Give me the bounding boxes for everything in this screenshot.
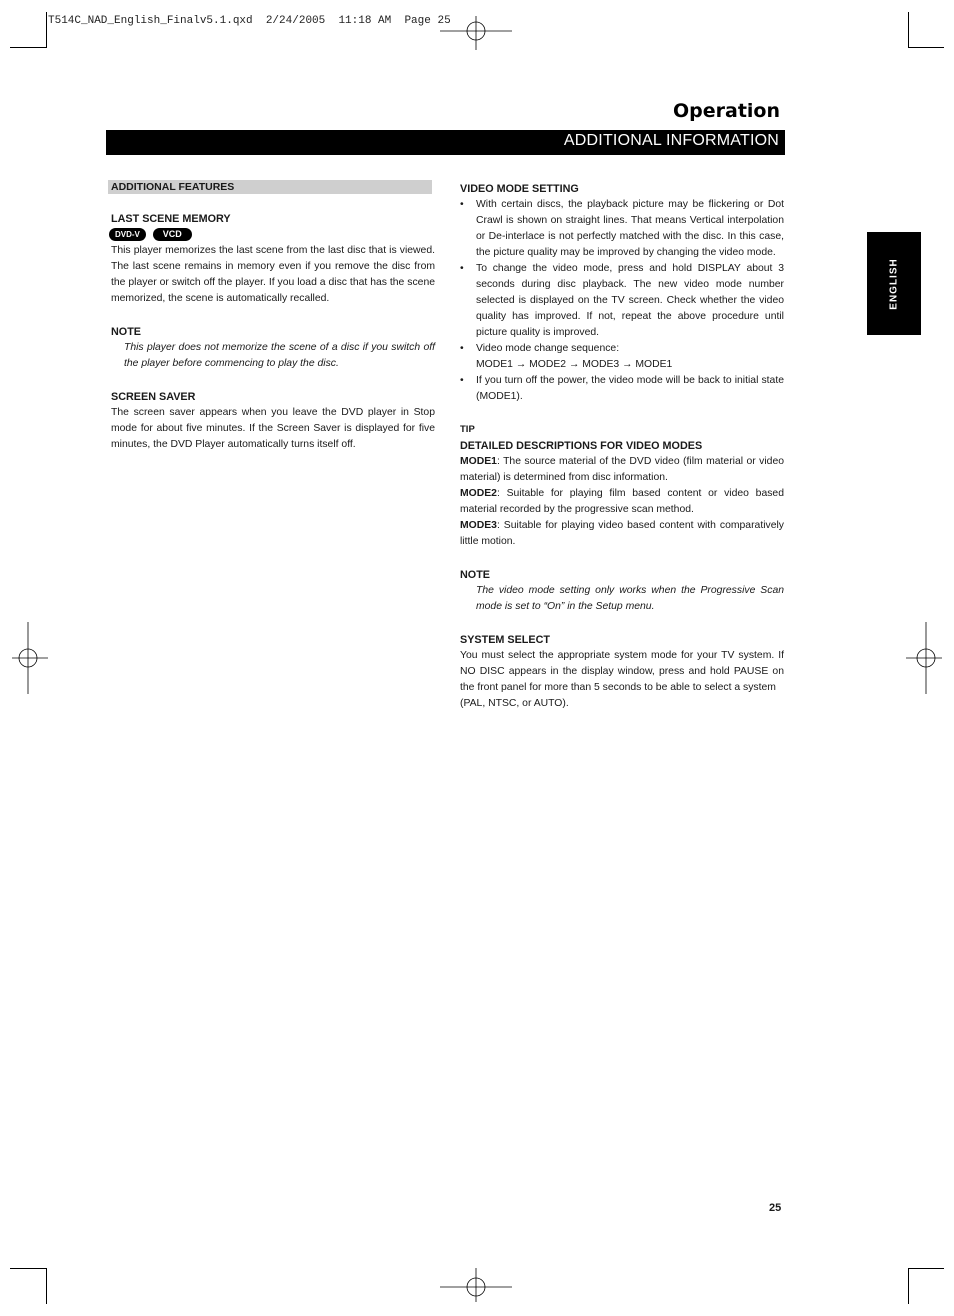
print-slug: T514C_NAD_English_Finalv5.1.qxd 2/24/2005 11:18 AM Page 25 [48, 15, 451, 27]
sequence-label: Video mode change sequence: [476, 343, 620, 354]
mode-text: : Suitable for playing film based content or video based material recorded by the progressive scan method. [460, 488, 784, 515]
banner-title: ADDITIONAL INFORMATION [563, 132, 779, 149]
mode-name: MODE2 [460, 488, 497, 499]
heading-screen-saver: SCREEN SAVER [111, 391, 196, 403]
mode-description [460, 486, 784, 518]
list-item [460, 341, 784, 373]
heading-video-modes-desc: DETAILED DESCRIPTIONS FOR VIDEO MODES [460, 440, 703, 452]
page-number: 25 [769, 1202, 782, 1214]
list-item: • With certain discs, the playback picture may be flickering or Dot Crawl is shown on straight lines. That means Vertical interpolation or De-interlace is not perfectly matched with the disc. In this case, the picture quality may be improved by changing the video mode. [460, 197, 784, 261]
language-tab-label: ENGLISH [888, 257, 900, 310]
page-banner [106, 130, 785, 155]
mode-description [460, 518, 784, 550]
video-mode-list [460, 197, 784, 405]
disc-badges [111, 227, 435, 243]
crop-mark [46, 1268, 47, 1304]
list-item: • If you turn off the power, the video mode will be back to initial state (MODE1). [460, 373, 784, 405]
heading-video-mode: VIDEO MODE SETTING [460, 183, 579, 195]
note-body: The video mode setting only works when the Progressive Scan mode is set to “On” in the Setup menu. [476, 585, 784, 612]
screen-saver-body: The screen saver appears when you leave the DVD player in Stop mode for about five minutes. If the Screen Saver is displayed for five minutes, the DVD Player automatically turns itself off. [111, 407, 435, 450]
mode-text: : The source material of the DVD video (film material or video material) is determined from disc information. [460, 456, 784, 483]
left-column [111, 180, 435, 453]
section-header-bar: ADDITIONAL FEATURES [108, 180, 432, 194]
mode-name: MODE1 [460, 456, 497, 467]
system-select-body: You must select the appropriate system mode for your TV system. If NO DISC appears in the display window, press and hold PAUSE on the front panel for more than 5 seconds to be able to select a system [460, 650, 784, 693]
right-column [460, 181, 784, 712]
note-body: This player does not memorize the scene of a disc if you switch off the player before commencing to play the disc. [124, 342, 435, 369]
list-item: • To change the video mode, press and hold DISPLAY about 3 seconds during disc playback. The new video mode number selected is displayed on the TV screen. Check whether the video quality has improved. If not, repeat the above procedure until picture quality is improved. [460, 261, 784, 341]
mode-sequence: MODE1 → MODE2 → MODE3 → MODE1 [476, 359, 673, 370]
language-tab [867, 232, 921, 335]
heading-last-scene: LAST SCENE MEMORY [111, 213, 231, 225]
system-select-options: (PAL, NTSC, or AUTO). [460, 698, 569, 709]
registration-mark-icon [440, 12, 512, 50]
badge-vcd: VCD [153, 228, 192, 241]
badge-dvd-v: DVD-V [109, 228, 146, 241]
last-scene-body: This player memorizes the last scene from the last disc that is viewed. The last scene remains in memory even if you remove the disc from the player or switch off the player. If you load a disc that has the scene memorized, the scene is automatically recalled. [111, 245, 435, 304]
registration-mark-icon [8, 622, 48, 694]
crop-mark [10, 47, 46, 48]
crop-mark [10, 1268, 46, 1269]
heading-note: NOTE [111, 326, 141, 338]
registration-mark-icon [906, 622, 946, 694]
crop-mark [46, 12, 47, 48]
section-title: Operation [672, 100, 780, 122]
crop-mark [908, 12, 909, 48]
crop-mark [908, 47, 944, 48]
mode-description [460, 454, 784, 486]
registration-mark-icon [440, 1268, 512, 1306]
heading-note: NOTE [460, 569, 490, 581]
mode-name: MODE3 [460, 520, 497, 531]
mode-text: : Suitable for playing video based content with comparatively little motion. [460, 520, 784, 547]
heading-system-select: SYSTEM SELECT [460, 634, 550, 646]
crop-mark [908, 1268, 944, 1269]
tip-label: TIP [460, 424, 475, 435]
crop-mark [908, 1268, 909, 1304]
